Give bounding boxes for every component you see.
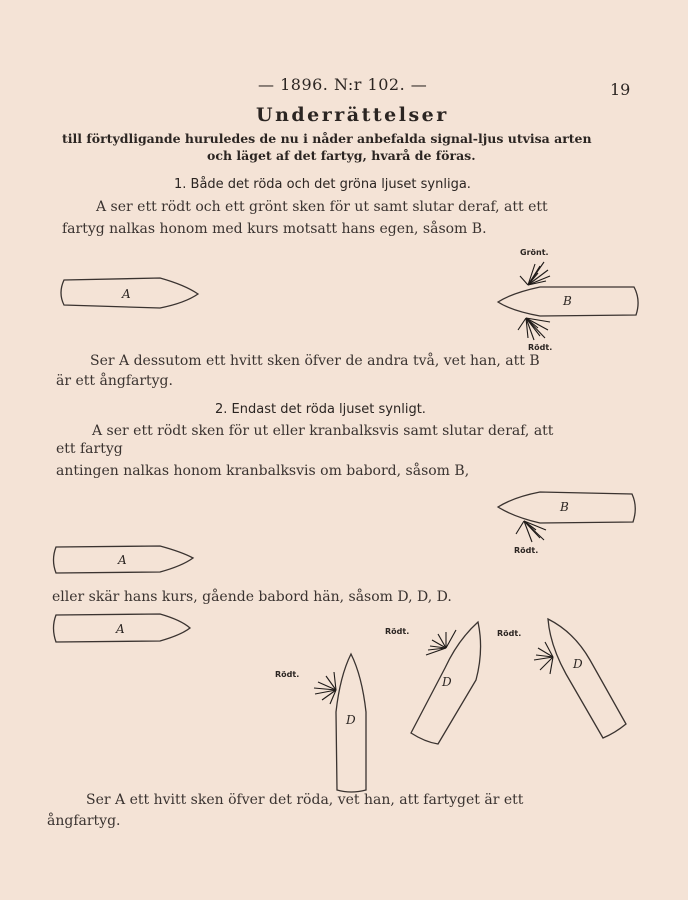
label-rodt-d2: Rödt. <box>497 629 522 638</box>
boat-label-b-1: B <box>563 294 572 308</box>
section-1-follow-line-2: är ett ångfartyg. <box>56 373 173 389</box>
section-2-para-line-2: ett fartyg <box>56 441 123 457</box>
boat-d-tilted-2 <box>548 619 626 738</box>
running-header: — 1896. N:r 102. — <box>258 75 428 94</box>
light-burst-red-s1 <box>518 318 550 340</box>
page-title: Underrättelser <box>256 104 449 126</box>
subtitle-line-2: och läget af det fartyg, hvarå de föras. <box>207 148 476 163</box>
label-gront: Grönt. <box>520 248 549 257</box>
boat-label-a-1: A <box>122 287 131 301</box>
boat-label-d-vertical: D <box>346 713 356 727</box>
label-rodt-d3: Rödt. <box>275 670 300 679</box>
light-burst-red-d3 <box>314 672 336 704</box>
boat-label-a-3: A <box>116 622 125 636</box>
page-number: 19 <box>610 80 631 99</box>
section-2-para-line-3: antingen nalkas honom kranbalksvis om babord, såsom B, <box>56 463 470 479</box>
section-1-heading: 1. Både det röda och det gröna ljuset synliga. <box>174 177 471 192</box>
subtitle-line-1: till förtydligande huruledes de nu i nåder anbefalda signal-ljus utvisa arten <box>62 131 592 146</box>
boat-label-d-tilted-2: D <box>573 657 583 671</box>
boat-label-a-2: A <box>118 553 127 567</box>
label-rodt-d1: Rödt. <box>385 627 410 636</box>
section-2-else-line: eller skär hans kurs, gående babord hän, såsom D, D, D. <box>52 589 452 605</box>
label-rodt-s1: Rödt. <box>528 343 553 352</box>
final-line-2: ångfartyg. <box>47 813 121 829</box>
light-burst-red-d2 <box>534 642 553 674</box>
section-1-follow-line-1: Ser A dessutom ett hvitt sken öfver de andra två, vet han, att B <box>90 353 540 369</box>
section-2-para-line-1: A ser ett rödt sken för ut eller kranbalksvis samt slutar deraf, att <box>92 423 554 439</box>
label-rodt-b: Rödt. <box>514 546 539 555</box>
boat-label-b-2: B <box>560 500 569 514</box>
section-1-para-line-1: A ser ett rödt och ett grönt sken för ut samt slutar deraf, att ett <box>96 199 548 215</box>
final-line-1: Ser A ett hvitt sken öfver det röda, vet han, att fartyget är ett <box>86 792 524 808</box>
boat-label-d-tilted-1: D <box>442 675 452 689</box>
section-1-para-line-2: fartyg nalkas honom med kurs motsatt hans egen, såsom B. <box>62 221 487 237</box>
section-2-heading: 2. Endast det röda ljuset synligt. <box>215 402 426 417</box>
light-burst-red-d1 <box>426 630 456 655</box>
light-burst-green-s1 <box>520 262 550 285</box>
light-burst-red-b2 <box>516 521 546 542</box>
